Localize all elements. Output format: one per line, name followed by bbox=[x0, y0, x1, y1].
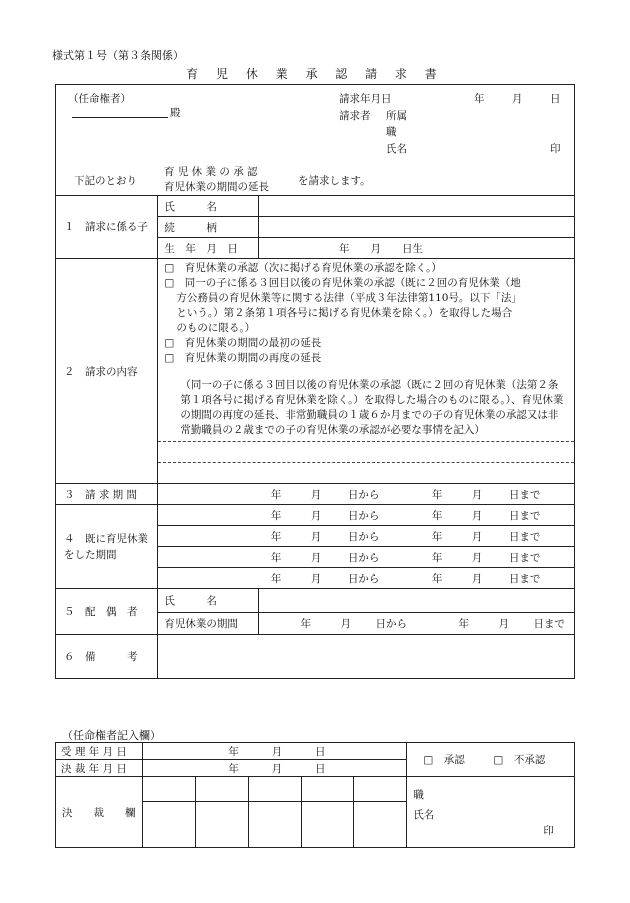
rcv-day: 日 bbox=[315, 745, 326, 758]
rcv-year: 年 bbox=[228, 745, 239, 758]
p-to: 日まで bbox=[508, 488, 541, 501]
decided-date-field[interactable] bbox=[142, 760, 406, 777]
past-period-row-1[interactable] bbox=[158, 505, 575, 526]
p3-year2: 年 bbox=[431, 551, 443, 564]
p3-year: 年 bbox=[270, 551, 282, 564]
sp-month2: 月 bbox=[498, 618, 510, 630]
sec6-label: ６ 備 考 bbox=[56, 635, 158, 679]
according-text: 下記のとおり bbox=[74, 175, 137, 187]
decided-date-label: 決 裁 年 月 日 bbox=[56, 760, 143, 777]
received-date-field[interactable] bbox=[142, 743, 406, 760]
checkbox-first-extension[interactable]: □ 育児休業の期間の最初の延長 bbox=[164, 337, 322, 349]
sec5-label: ５ 配 偶 者 bbox=[56, 589, 158, 635]
form-title: 育 児 休 業 承 認 請 求 書 bbox=[186, 67, 444, 81]
request-period-row[interactable] bbox=[158, 484, 575, 505]
p1-year: 年 bbox=[270, 509, 282, 522]
spouse-name-label: 氏 名 bbox=[158, 589, 259, 613]
checkbox-third-approval[interactable]: □ 同一の子に係る３回目以後の育児休業の承認（既に２回の育児休業（地 bbox=[164, 277, 521, 289]
p4-year2: 年 bbox=[431, 572, 443, 585]
header-block bbox=[56, 85, 575, 196]
child-name-label: 氏 名 bbox=[158, 196, 259, 217]
p1-from: 日から bbox=[347, 509, 380, 522]
p2-month: 月 bbox=[310, 530, 322, 543]
appointer-label: （任命権者） bbox=[68, 93, 131, 105]
checkbox-third-approval-line3: という。）第２条第１項各号に掲げる育児休業を除く。）を取得した場合 bbox=[176, 307, 513, 319]
affiliation-label: 所属 bbox=[386, 110, 407, 122]
appointer-table bbox=[55, 742, 575, 848]
checkbox-approval[interactable]: □ 育児休業の承認（次に掲げる育児休業の承認を除く。） bbox=[164, 262, 442, 274]
past-period-row-3[interactable] bbox=[158, 547, 575, 568]
extension-option: 育児休業の期間の延長 bbox=[164, 181, 269, 193]
signer-cell bbox=[407, 777, 575, 848]
request-suffix: を請求します。 bbox=[298, 175, 371, 187]
signer-seal-label: 印 bbox=[543, 825, 554, 837]
p-month: 月 bbox=[310, 488, 322, 501]
request-month-label: 月 bbox=[512, 93, 523, 105]
sp-year2: 年 bbox=[458, 618, 470, 630]
appointer-name-line[interactable] bbox=[72, 115, 168, 118]
request-year-label: 年 bbox=[474, 93, 485, 105]
sec3-label: ３ 請 求 期 間 bbox=[56, 484, 158, 505]
circumstance-line-2[interactable] bbox=[158, 462, 574, 483]
decision-stamp-5a[interactable] bbox=[354, 777, 407, 802]
decision-stamp-4b[interactable] bbox=[301, 802, 354, 848]
p-from: 日から bbox=[347, 488, 380, 501]
main-form-table bbox=[55, 84, 575, 679]
name-label: 氏名 bbox=[386, 143, 407, 155]
child-birth-label: 生 年 月 日 bbox=[158, 238, 259, 259]
dono-text: 殿 bbox=[170, 107, 181, 119]
circumstance-note: （同一の子に係る３回目以後の育児休業の承認（既に２回の育児休業（法第２条第１項各号に掲げる育児休業を除く。）を取得した場合のものに限る。）、育児休業の期間の再度の延長、非常勤職員の１歳６か月までの子の育児休業の承認又は非常勤職員の２歳までの子の育児休業の承認が必要な事情を記入） bbox=[180, 379, 564, 436]
child-birth-field[interactable]: 年 月 日生 bbox=[259, 238, 575, 259]
p-year2: 年 bbox=[431, 488, 443, 501]
decision-result-cell bbox=[407, 743, 575, 777]
dcd-month: 月 bbox=[271, 762, 283, 775]
approve-checkbox[interactable]: □ 承認 bbox=[423, 754, 465, 766]
remarks-field[interactable] bbox=[158, 635, 575, 679]
sp-to: 日まで bbox=[533, 618, 566, 630]
p1-month2: 月 bbox=[471, 509, 483, 522]
approval-option: 育 児 休 業 の 承 認 bbox=[164, 166, 258, 178]
sp-year: 年 bbox=[300, 618, 312, 630]
p1-year2: 年 bbox=[431, 509, 443, 522]
p2-year: 年 bbox=[270, 530, 282, 543]
p2-year2: 年 bbox=[431, 530, 443, 543]
appointer-section-title: （任命権者記入欄） bbox=[62, 729, 161, 742]
p4-to: 日まで bbox=[508, 572, 541, 585]
dcd-day: 日 bbox=[315, 762, 326, 775]
p2-month2: 月 bbox=[471, 530, 483, 543]
p4-month2: 月 bbox=[471, 572, 483, 585]
past-period-row-2[interactable] bbox=[158, 526, 575, 547]
sec1-label: １ 請求に係る子 bbox=[56, 196, 158, 259]
p3-month2: 月 bbox=[471, 551, 483, 564]
rcv-month: 月 bbox=[271, 745, 283, 758]
p3-from: 日から bbox=[347, 551, 380, 564]
form-number: 様式第１号（第３条関係） bbox=[52, 49, 184, 62]
p3-month: 月 bbox=[310, 551, 322, 564]
dcd-year: 年 bbox=[228, 762, 239, 775]
p4-from: 日から bbox=[347, 572, 380, 585]
spouse-name-field[interactable] bbox=[259, 589, 575, 613]
p4-month: 月 bbox=[310, 572, 322, 585]
sec2-content bbox=[158, 259, 575, 484]
spouse-period-field[interactable] bbox=[259, 613, 575, 635]
request-day-label: 日 bbox=[550, 93, 561, 105]
reject-checkbox[interactable]: □ 不承認 bbox=[493, 754, 546, 766]
decision-stamp-2b[interactable] bbox=[195, 802, 248, 848]
p-year: 年 bbox=[270, 488, 282, 501]
decision-stamp-3b[interactable] bbox=[248, 802, 301, 848]
sp-from: 日から bbox=[375, 618, 408, 630]
spouse-period-label: 育児休業の期間 bbox=[158, 613, 259, 635]
p-month2: 月 bbox=[471, 488, 483, 501]
past-period-row-4[interactable] bbox=[158, 568, 575, 589]
signer-position-label: 職 bbox=[413, 789, 424, 801]
sec4-label: ４ 既に育児休業をした期間 bbox=[56, 505, 158, 589]
sec2-label: ２ 請求の内容 bbox=[56, 259, 158, 484]
requester-label: 請求者 bbox=[339, 110, 371, 122]
request-date-label: 請求年月日 bbox=[339, 93, 392, 105]
circumstance-line-1[interactable] bbox=[158, 441, 574, 462]
received-date-label: 受 理 年 月 日 bbox=[56, 743, 143, 760]
signer-name-label: 氏名 bbox=[413, 809, 435, 821]
checkbox-third-approval-line4: のものに限る。） bbox=[176, 322, 256, 334]
child-name-field[interactable] bbox=[259, 196, 575, 217]
p4-year: 年 bbox=[270, 572, 282, 585]
p2-to: 日まで bbox=[508, 530, 541, 543]
sp-month: 月 bbox=[340, 618, 352, 630]
position-label: 職 bbox=[386, 126, 397, 138]
decision-stamp-3a[interactable] bbox=[248, 777, 301, 802]
seal-label: 印 bbox=[550, 143, 561, 155]
decision-stamp-1b[interactable] bbox=[142, 802, 195, 848]
decision-column-label: 決 裁 欄 bbox=[56, 777, 143, 848]
checkbox-second-extension[interactable]: □ 育児休業の期間の再度の延長 bbox=[164, 352, 322, 364]
decision-stamp-4a[interactable] bbox=[301, 777, 354, 802]
decision-stamp-2a[interactable] bbox=[195, 777, 248, 802]
p1-to: 日まで bbox=[508, 509, 541, 522]
decision-stamp-1a[interactable] bbox=[142, 777, 195, 802]
child-relation-field[interactable] bbox=[259, 217, 575, 238]
child-relation-label: 続 柄 bbox=[158, 217, 259, 238]
decision-stamp-5b[interactable] bbox=[354, 802, 407, 848]
p2-from: 日から bbox=[347, 530, 380, 543]
p3-to: 日まで bbox=[508, 551, 541, 564]
checkbox-third-approval-line2: 方公務員の育児休業等に関する法律（平成３年法律第110号。以下「法」 bbox=[176, 292, 522, 304]
p1-month: 月 bbox=[310, 509, 322, 522]
